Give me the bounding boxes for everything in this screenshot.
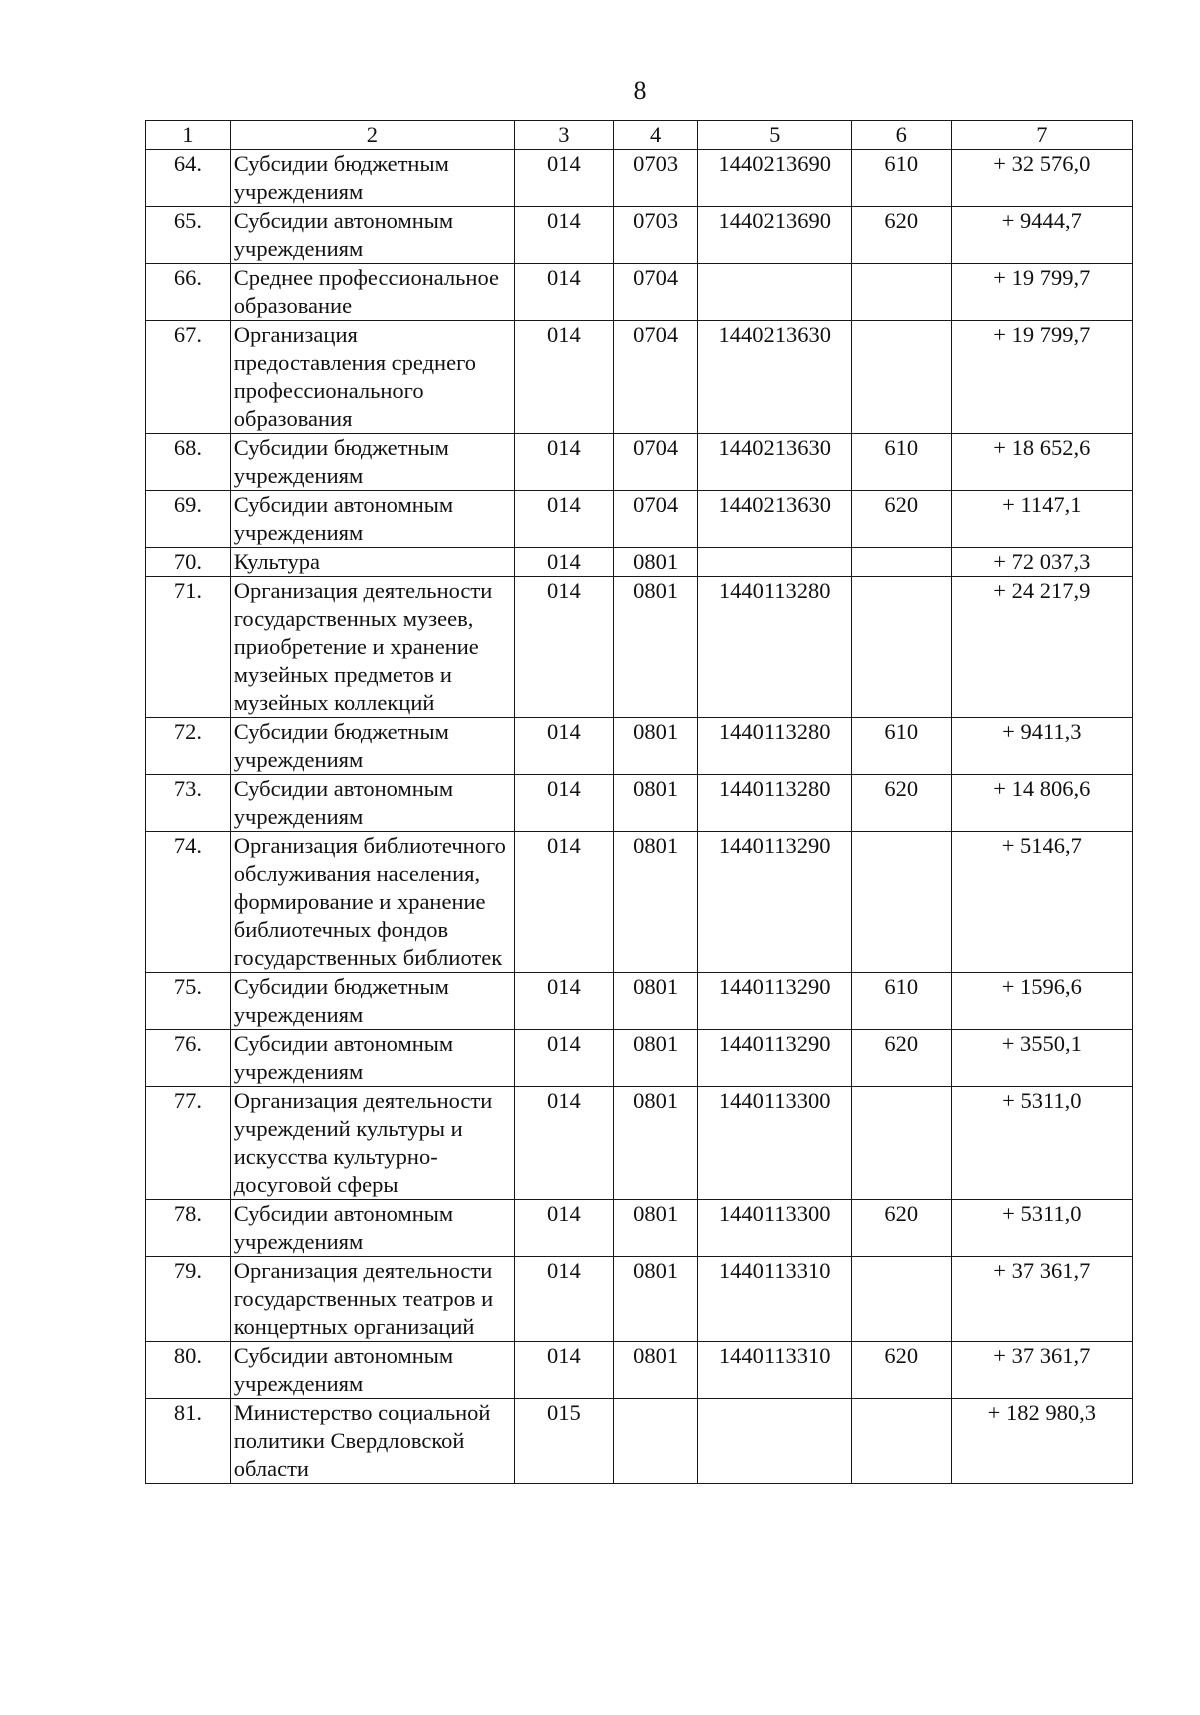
row-col-6: 610 [851,973,951,1030]
row-col-4: 0703 [613,207,698,264]
row-col-5: 1440113280 [698,718,851,775]
row-col-3: 014 [515,973,614,1030]
row-col-3: 014 [515,775,614,832]
row-number: 76. [146,1030,231,1087]
row-number: 74. [146,832,231,973]
row-col-7: + 37 361,7 [951,1342,1132,1399]
row-col-5: 1440213630 [698,321,851,434]
row-col-3: 014 [515,832,614,973]
row-name: Организация предоставления среднего профессионального образования [230,321,514,434]
row-col-5: 1440113300 [698,1087,851,1200]
row-number: 80. [146,1342,231,1399]
row-name: Среднее профессиональное образование [230,264,514,321]
row-col-4: 0801 [613,1342,698,1399]
row-name: Культура [230,548,514,577]
row-col-7: + 1596,6 [951,973,1132,1030]
row-col-6: 620 [851,775,951,832]
row-name: Организация деятельности учреждений культуры и искусства культурно-досуговой сферы [230,1087,514,1200]
row-col-6 [851,264,951,321]
row-name: Субсидии бюджетным учреждениям [230,150,514,207]
row-col-7: + 72 037,3 [951,548,1132,577]
row-name: Субсидии автономным учреждениям [230,775,514,832]
header-col-6: 6 [851,121,951,150]
row-number: 68. [146,434,231,491]
row-col-4: 0801 [613,548,698,577]
row-col-5: 1440113280 [698,577,851,718]
row-col-7: + 37 361,7 [951,1257,1132,1342]
row-col-7: + 14 806,6 [951,775,1132,832]
row-col-4: 0801 [613,718,698,775]
table-row [146,1399,1133,1484]
row-col-6 [851,832,951,973]
row-col-3: 014 [515,1342,614,1399]
header-col-1: 1 [146,121,231,150]
row-col-4: 0801 [613,973,698,1030]
row-col-6: 620 [851,1030,951,1087]
table-row [146,973,1133,1030]
row-number: 65. [146,207,231,264]
row-name: Субсидии автономным учреждениям [230,1200,514,1257]
row-name: Субсидии автономным учреждениям [230,491,514,548]
budget-table [145,120,1133,1484]
row-col-6: 610 [851,718,951,775]
row-col-3: 014 [515,718,614,775]
row-col-4: 0704 [613,321,698,434]
row-col-6 [851,321,951,434]
row-col-3: 014 [515,1257,614,1342]
table-body [146,150,1133,1484]
row-name: Субсидии автономным учреждениям [230,207,514,264]
row-col-5: 1440113310 [698,1342,851,1399]
row-col-5 [698,264,851,321]
row-col-7: + 1147,1 [951,491,1132,548]
row-col-3: 014 [515,1030,614,1087]
row-col-4: 0801 [613,1257,698,1342]
row-col-4: 0801 [613,577,698,718]
row-number: 66. [146,264,231,321]
row-col-5: 1440113300 [698,1200,851,1257]
row-col-5: 1440213690 [698,207,851,264]
row-col-4: 0801 [613,1030,698,1087]
row-name: Организация деятельности государственных музеев, приобретение и хранение музейных предметов и музейных коллекций [230,577,514,718]
row-col-7: + 18 652,6 [951,434,1132,491]
row-col-6: 620 [851,1342,951,1399]
table-row [146,1342,1133,1399]
row-col-4: 0801 [613,1200,698,1257]
row-col-7: + 3550,1 [951,1030,1132,1087]
table-row [146,775,1133,832]
row-col-5 [698,1399,851,1484]
row-col-7: + 182 980,3 [951,1399,1132,1484]
row-col-7: + 9444,7 [951,207,1132,264]
row-col-6 [851,1087,951,1200]
row-col-5: 1440113310 [698,1257,851,1342]
row-col-6: 620 [851,207,951,264]
row-col-5: 1440213630 [698,434,851,491]
table-row [146,150,1133,207]
row-col-5: 1440113280 [698,775,851,832]
row-col-6: 620 [851,1200,951,1257]
header-col-4: 4 [613,121,698,150]
row-col-3: 014 [515,577,614,718]
row-col-5: 1440213630 [698,491,851,548]
row-col-6: 620 [851,491,951,548]
row-number: 72. [146,718,231,775]
row-name: Субсидии бюджетным учреждениям [230,718,514,775]
row-col-3: 014 [515,1087,614,1200]
row-col-4: 0801 [613,832,698,973]
row-number: 64. [146,150,231,207]
row-col-6 [851,548,951,577]
row-col-6: 610 [851,434,951,491]
row-col-3: 015 [515,1399,614,1484]
row-col-5: 1440113290 [698,973,851,1030]
row-number: 67. [146,321,231,434]
row-col-6 [851,1257,951,1342]
row-col-7: + 9411,3 [951,718,1132,775]
row-col-7: + 32 576,0 [951,150,1132,207]
row-number: 77. [146,1087,231,1200]
row-number: 78. [146,1200,231,1257]
row-col-7: + 5311,0 [951,1087,1132,1200]
table-row [146,264,1133,321]
table-row [146,718,1133,775]
row-col-4 [613,1399,698,1484]
row-col-3: 014 [515,207,614,264]
row-name: Субсидии бюджетным учреждениям [230,434,514,491]
table-row [146,1200,1133,1257]
row-col-4: 0704 [613,434,698,491]
header-col-7: 7 [951,121,1132,150]
table-row [146,832,1133,973]
table-row [146,577,1133,718]
row-col-7: + 24 217,9 [951,577,1132,718]
table-row [146,1257,1133,1342]
row-number: 69. [146,491,231,548]
row-number: 73. [146,775,231,832]
row-col-3: 014 [515,321,614,434]
row-number: 71. [146,577,231,718]
table-row [146,207,1133,264]
row-col-5: 1440113290 [698,1030,851,1087]
row-number: 81. [146,1399,231,1484]
header-col-3: 3 [515,121,614,150]
row-col-4: 0704 [613,491,698,548]
row-col-7: + 19 799,7 [951,321,1132,434]
row-col-7: + 5311,0 [951,1200,1132,1257]
header-col-5: 5 [698,121,851,150]
table-row [146,434,1133,491]
header-col-2: 2 [230,121,514,150]
table-row [146,321,1133,434]
table-row [146,1030,1133,1087]
row-col-4: 0801 [613,1087,698,1200]
row-name: Министерство социальной политики Свердловской области [230,1399,514,1484]
row-col-6: 610 [851,150,951,207]
table-row [146,1087,1133,1200]
row-name: Субсидии автономным учреждениям [230,1342,514,1399]
row-col-4: 0704 [613,264,698,321]
row-col-3: 014 [515,434,614,491]
row-col-3: 014 [515,264,614,321]
header-row [146,121,1133,150]
row-col-3: 014 [515,491,614,548]
row-col-7: + 5146,7 [951,832,1132,973]
row-col-3: 014 [515,548,614,577]
row-col-6 [851,577,951,718]
row-col-5: 1440213690 [698,150,851,207]
row-number: 79. [146,1257,231,1342]
row-number: 70. [146,548,231,577]
row-col-5: 1440113290 [698,832,851,973]
table-row [146,548,1133,577]
table-row [146,491,1133,548]
row-col-5 [698,548,851,577]
row-number: 75. [146,973,231,1030]
row-col-3: 014 [515,1200,614,1257]
row-col-6 [851,1399,951,1484]
row-name: Субсидии автономным учреждениям [230,1030,514,1087]
page-number: 8 [633,76,647,105]
row-col-4: 0703 [613,150,698,207]
row-name: Организация деятельности государственных театров и концертных организаций [230,1257,514,1342]
row-name: Организация библиотечного обслуживания населения, формирование и хранение библиотечных фондов государственных библиотек [230,832,514,973]
row-col-3: 014 [515,150,614,207]
row-col-4: 0801 [613,775,698,832]
row-col-7: + 19 799,7 [951,264,1132,321]
row-name: Субсидии бюджетным учреждениям [230,973,514,1030]
